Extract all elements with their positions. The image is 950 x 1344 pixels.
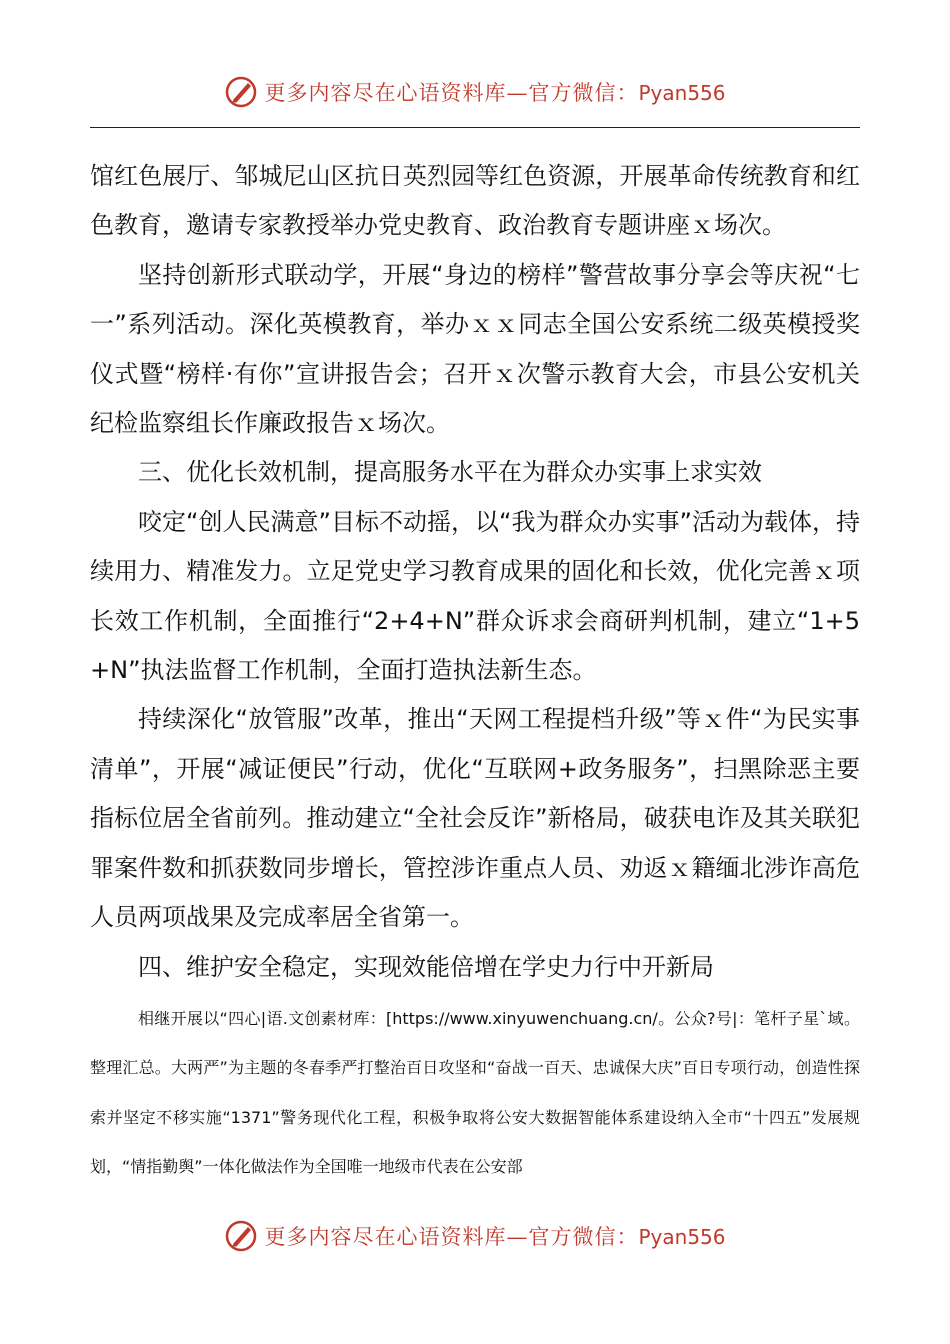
paragraph-1: 馆红色展厅、邹城尼山区抗日英烈园等红色资源，开展革命传统教育和红色教育，邀请专家教授举办党史教育、政治教育专题讲座ｘ场次。 xyxy=(90,162,860,240)
footer-banner-main: 更多内容尽在心语资料库 xyxy=(264,1225,507,1249)
footer-banner-wechat: Pyan556 xyxy=(638,1225,726,1249)
footer-banner xyxy=(0,1214,950,1258)
paragraph-5: 相继开展以“四心|语.文创素材库：[https://www.xinyuwenchuang.cn/。公众?号|：笔杆子星`域。整理汇总。大两严”为主题的冬春季严打整治百日攻坚和“奋战一百天、忠诚保大庆”百日专项行动，创造性探索并坚定不移实施“1371”警务现代化工程，积极争取将公安大数据智能体系建设纳入全市“十四五”发展规划，“情指勤舆”一体化做法作为全国唯一地级市代表在公安部 xyxy=(90,1008,860,1177)
header-banner-sub: 官方微信： xyxy=(528,81,639,105)
header-banner-text xyxy=(264,77,725,107)
pen-logo-icon xyxy=(224,75,258,109)
paragraph-4: 持续深化“放管服”改革，推出“天网工程提档升级”等ｘ件“为民实事清单”，开展“减证便民”行动，优化“互联网+政务服务”，扫黑除恶主要指标位居全省前列。推动建立“全社会反诈”新格局，破获电诈及其关联犯罪案件数和抓获数同步增长，管控涉诈重点人员、劝返ｘ籍缅北涉诈高危人员两项战果及完成率居全省第一。 xyxy=(90,705,860,932)
header-banner-dash: — xyxy=(506,81,529,105)
header-banner-main: 更多内容尽在心语资料库 xyxy=(264,81,507,105)
footer-banner-text xyxy=(264,1221,725,1251)
pen-logo-icon xyxy=(224,1219,258,1253)
header-banner-wechat: Pyan556 xyxy=(638,81,726,105)
header-divider xyxy=(90,127,860,128)
footer-banner-dash: — xyxy=(506,1225,529,1249)
section-heading-3: 三、优化长效机制，提高服务水平在为群众办实事上求实效 xyxy=(138,458,762,487)
section-heading-4: 四、维护安全稳定，实现效能倍增在学史力行中开新局 xyxy=(138,952,714,981)
paragraph-2: 坚持创新形式联动学，开展“身边的榜样”警营故事分享会等庆祝“七一”系列活动。深化英模教育，举办ｘｘ同志全国公安系统二级英模授奖仪式暨“榜样·有你”宣讲报告会；召开ｘ次警示教育大会，市县公安机关纪检监察组长作廉政报告ｘ场次。 xyxy=(90,260,860,438)
footer-banner-sub: 官方微信： xyxy=(528,1225,639,1249)
paragraph-3: 咬定“创人民满意”目标不动摇，以“我为群众办实事”活动为载体，持续用力、精准发力。立足党史学习教育成果的固化和长效，优化完善ｘ项长效工作机制，全面推行“2+4+N”群众诉求会商研判机制，建立“1+5+N”执法监督工作机制，全面打造执法新生态。 xyxy=(90,507,860,685)
header-banner xyxy=(0,70,950,114)
document-body xyxy=(90,152,860,1192)
